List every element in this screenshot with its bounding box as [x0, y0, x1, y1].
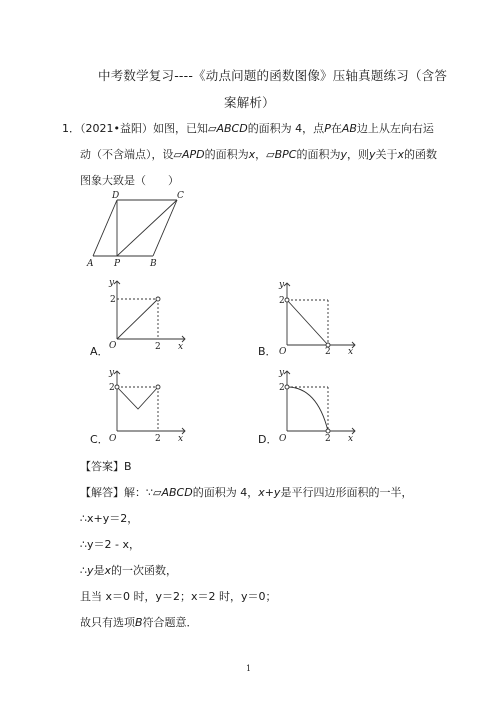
x-tick-2: 2 — [155, 434, 161, 444]
option-c-graph — [105, 365, 190, 445]
x-tick-2: 2 — [325, 434, 331, 444]
axis-label-x: x — [178, 434, 184, 444]
x-tick-2: 2 — [155, 342, 161, 352]
option-d-graph — [275, 365, 360, 445]
label-d: D — [112, 191, 120, 201]
document-title-line1: 中考数学复习----《动点问题的函数图像》压轴真题练习（含答 — [98, 68, 448, 83]
solution-line4: ∴y是x的一次函数， — [80, 564, 178, 577]
open-endpoint — [156, 297, 160, 301]
axis-label-y: y — [109, 278, 115, 288]
option-b-graph — [275, 275, 360, 355]
axis-label-x: x — [178, 342, 184, 352]
function-line — [117, 387, 158, 409]
option-c-label[interactable]: C． — [90, 433, 109, 446]
open-endpoint-y — [285, 298, 289, 302]
function-line — [287, 300, 328, 345]
axis-label-y: y — [109, 368, 115, 378]
origin-label: O — [279, 347, 287, 355]
label-p: P — [114, 259, 121, 268]
origin-label: O — [279, 434, 287, 444]
segment-bc — [153, 200, 177, 256]
question-line2: 动（不含端点），设▱APD的面积为x，▱BPC的面积为y，则y关于x的函数 — [80, 148, 438, 161]
segment-ad — [93, 200, 117, 256]
page-number: 1 — [246, 664, 252, 673]
origin-label: O — [109, 341, 117, 351]
answer-tag: 【答案】 — [80, 460, 124, 473]
label-c: C — [177, 191, 184, 201]
axis-label-y: y — [279, 368, 285, 378]
question-line1: 1．（2021•益阳）如图，已知▱ABCD的面积为 4，点P在AB边上从左向右运 — [62, 122, 434, 135]
y-tick-2: 2 — [279, 296, 285, 306]
label-b: B — [150, 259, 157, 268]
open-endpoint-right — [156, 385, 160, 389]
open-endpoint-x — [326, 429, 330, 433]
origin-label: O — [109, 434, 117, 444]
solution-tag: 【解答】 — [80, 486, 124, 499]
solution-line1: 【解答】解：∵▱ABCD的面积为 4，x+y是平行四边形面积的一半， — [80, 486, 413, 499]
question-line3: 图象大致是（ ） — [80, 174, 179, 187]
solution-line2: ∴x+y＝2， — [80, 512, 139, 525]
option-b-label[interactable]: B． — [258, 345, 277, 358]
option-a-label[interactable]: A． — [90, 345, 109, 358]
solution-line6: 故只有选项B符合题意． — [80, 616, 198, 629]
axis-label-x: x — [348, 347, 354, 355]
function-curve — [287, 387, 328, 431]
y-tick-2: 2 — [109, 383, 115, 393]
answer-value: B — [124, 460, 132, 473]
answer-line — [80, 458, 132, 474]
option-d-label[interactable]: D． — [258, 433, 278, 446]
parallelogram-figure — [85, 190, 195, 268]
document-title-line2: 案解析） — [224, 95, 275, 110]
axis-label-x: x — [348, 434, 354, 444]
function-line — [117, 299, 158, 339]
option-a-graph — [105, 275, 190, 355]
solution-line3: ∴y＝2 - x， — [80, 538, 140, 551]
y-tick-2: 2 — [110, 295, 116, 305]
y-tick-2: 2 — [279, 383, 285, 393]
segment-pc — [117, 200, 177, 256]
solution-line5: 且当 x＝0 时，y＝2；x＝2 时，y＝0； — [80, 590, 277, 603]
axis-label-y: y — [279, 280, 285, 290]
label-a: A — [87, 259, 94, 268]
x-tick-2: 2 — [325, 347, 331, 355]
open-endpoint-left — [115, 385, 119, 389]
open-endpoint-y — [285, 385, 289, 389]
